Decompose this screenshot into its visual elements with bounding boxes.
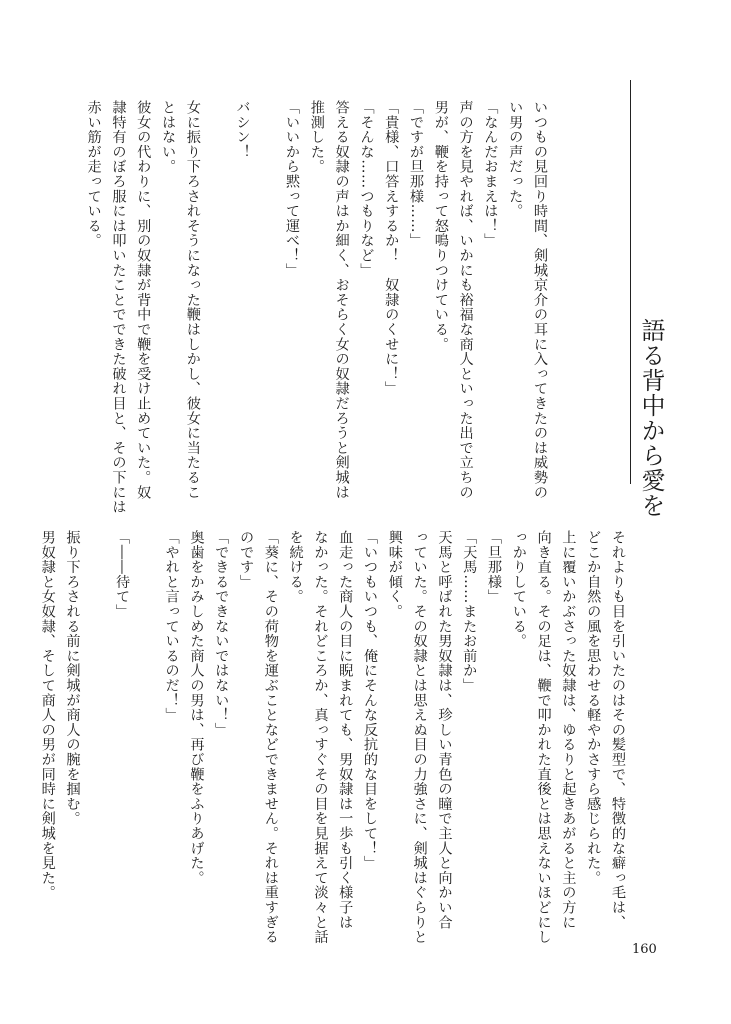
text-column: どこか自然の風を思わせる軽やかさすら感じられた。 <box>585 530 602 886</box>
text-column: 「いつもいつも、俺にそんな反抗的な目をして！」 <box>362 530 379 871</box>
text-column: っかりしている。 <box>510 530 527 649</box>
lower-text-block <box>39 530 630 945</box>
text-column: 男が、鞭を持って怒鳴りつけている。 <box>432 100 449 352</box>
text-column: 彼女の代わりに、別の奴隷が背中で鞭を受け止めていた。奴 <box>135 100 152 500</box>
chapter-title: 語る背中から愛を <box>637 318 665 518</box>
text-column: い男の声だった。 <box>507 100 524 219</box>
text-column: 上に覆いかぶさった奴隷は、ゆるりと起きあがると主の方に <box>560 530 577 930</box>
text-column: 答える奴隷の声はか細く、おそらく女の奴隷だろうと剣城は <box>333 100 350 500</box>
text-column: 「――待て」 <box>114 530 131 619</box>
text-column: 血走った商人の目に睨まれても、男奴隷は一歩も引く様子は <box>337 530 354 930</box>
text-column: 奥歯をかみしめた商人の男は、再び鞭をふりあげた。 <box>188 530 205 886</box>
text-column: それよりも目を引いたのはその髪型で、特徴的な癖っ毛は、 <box>610 530 626 930</box>
text-column <box>134 530 159 925</box>
text-column: 赤い筋が走っている。 <box>85 100 102 248</box>
text-column <box>84 530 109 925</box>
text-column <box>205 100 230 495</box>
text-column: 「天馬……またお前か」 <box>461 530 478 693</box>
text-column: 振り下ろされる前に剣城が商人の腕を掴む。 <box>64 530 81 826</box>
text-column: 興味が傾く。 <box>386 530 403 619</box>
text-column: とはない。 <box>160 100 177 174</box>
text-column: 隷特有のぼろ服には叩いたことでできた破れ目と、その下には <box>110 100 127 515</box>
text-column: 天馬と呼ばれた男奴隷は、珍しい青色の瞳で主人と向かい合 <box>436 530 453 930</box>
text-column: いつもの見回り時間、剣城京介の耳に入ってきたのは威勢の <box>532 100 548 500</box>
text-column: 向き直る。その足は、鞭で叩かれた直後とは思えないほどにし <box>535 530 552 945</box>
text-column: 「やれと言っているのだ！」 <box>163 530 180 723</box>
text-column: 「そんな……つもりなど」 <box>358 100 375 278</box>
text-column: 男奴隷と女奴隷、そして商人の男が同時に剣城を見た。 <box>39 530 56 900</box>
text-column: バシン！ <box>234 100 251 160</box>
page-number: 160 <box>632 942 657 957</box>
text-column: 推測した。 <box>308 100 325 174</box>
text-column: っていた。その奴隷とは思えぬ目の力強さに、剣城はぐらりと <box>411 530 428 945</box>
text-column: 「いいから黙って運べ！」 <box>284 100 301 278</box>
text-column: 声の方を見やれば、いかにも裕福な商人といった出で立ちの <box>457 100 474 500</box>
text-column: なかった。それどころか、真っすぐその目を見据えて淡々と話 <box>312 530 329 945</box>
upper-text-block <box>85 100 552 515</box>
text-column: 「できるできないではない！」 <box>213 530 230 738</box>
text-column: 「ですが旦那様……」 <box>408 100 425 248</box>
text-column: のです」 <box>238 530 255 590</box>
text-column: 「葵に、その荷物を運ぶことなどできません。それは重すぎる <box>262 530 279 945</box>
text-column: 「貴様、口答えするか！ 奴隷のくせに！」 <box>383 100 400 396</box>
text-column <box>254 100 279 495</box>
text-column: を続ける。 <box>287 530 304 604</box>
text-column: 「旦那様」 <box>486 530 503 604</box>
text-column: 女に振り下ろされそうになった鞭はしかし、彼女に当たるこ <box>184 100 201 500</box>
text-column: 「なんだおまえは！」 <box>482 100 499 248</box>
title-rule <box>630 80 631 484</box>
